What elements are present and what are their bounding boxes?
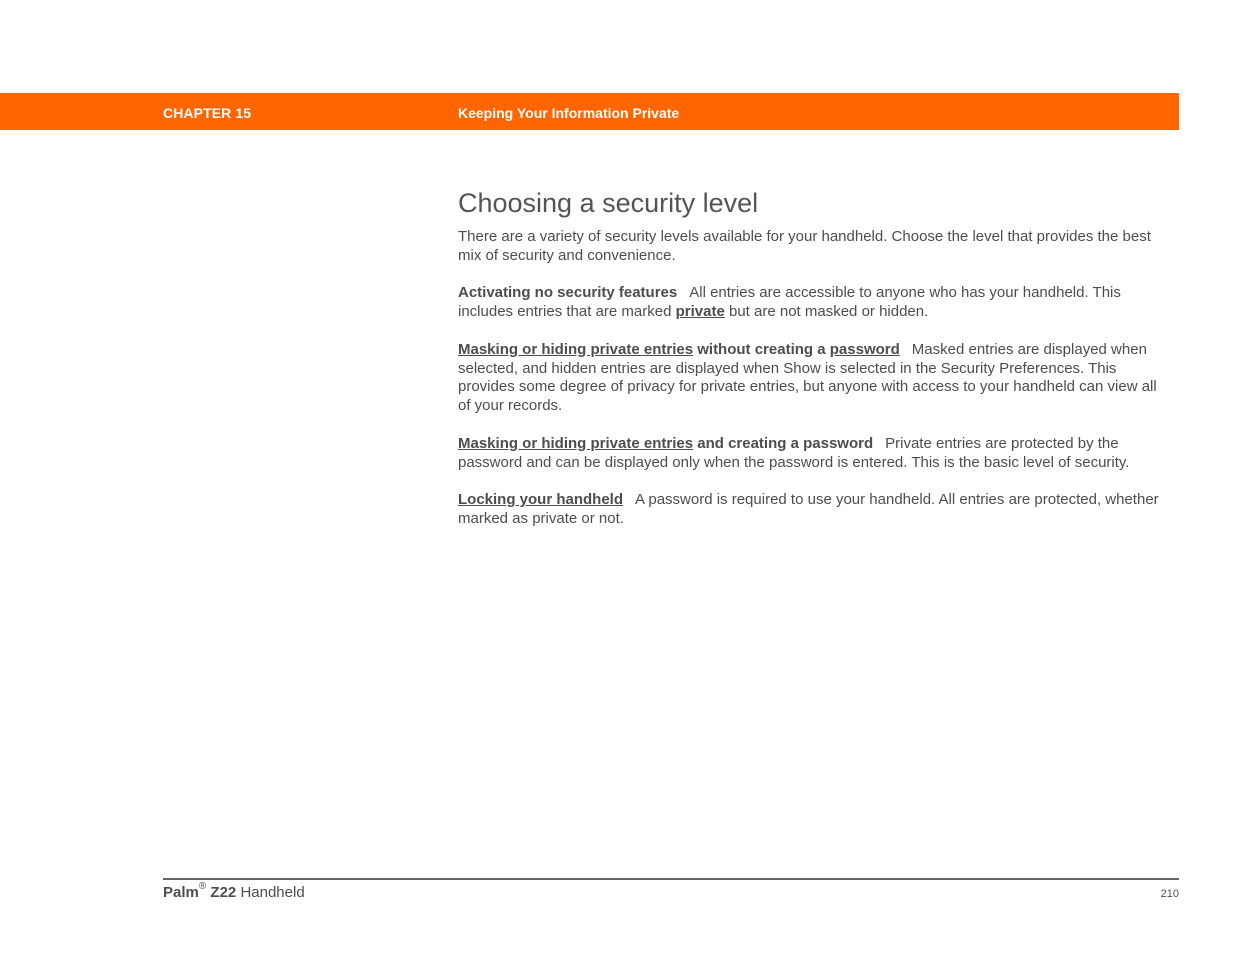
brand-name: Palm bbox=[163, 884, 199, 901]
masking-hiding-link[interactable]: Masking or hiding private entries bbox=[458, 340, 694, 358]
masking-hiding-link[interactable]: Masking or hiding private entries bbox=[458, 434, 694, 452]
password-link[interactable]: password bbox=[829, 340, 900, 358]
level-description: All entries are accessible to anyone who has your handheld. This includes entries that are marked bbox=[458, 284, 1121, 321]
product-type: Handheld bbox=[240, 884, 305, 901]
level-term: Activating no security features bbox=[458, 284, 678, 302]
private-link[interactable]: private bbox=[675, 303, 725, 321]
level-mask-with-password bbox=[458, 435, 1170, 473]
level-term-middle: without creating a bbox=[693, 340, 830, 358]
section-heading: Choosing a security level bbox=[458, 188, 759, 218]
chapter-title: Keeping Your Information Private bbox=[458, 105, 680, 121]
level-term-middle: and creating a password bbox=[693, 434, 874, 452]
footer-product-name bbox=[163, 881, 305, 901]
main-content bbox=[458, 186, 1170, 548]
level-description: Private entries are protected by the password and can be displayed only when the password is entered. This is the basic level of security. bbox=[458, 434, 1130, 471]
intro-paragraph: There are a variety of security levels available for your handheld. Choose the level that provides the best mix of security and convenience. bbox=[458, 228, 1151, 264]
model-name: Z22 bbox=[210, 884, 237, 901]
footer-divider bbox=[163, 878, 1179, 880]
locking-handheld-link[interactable]: Locking your handheld bbox=[458, 491, 624, 509]
level-description-end: but are not masked or hidden. bbox=[724, 303, 929, 321]
level-description: Masked entries are displayed when selected, and hidden entries are displayed when Show is selected in the Security Preferences. This provides some degree of privacy for private entries, but anyone with access to your handheld can view all of your records. bbox=[458, 340, 1157, 415]
level-description: A password is required to use your handheld. All entries are protected, whether marked as private or not. bbox=[458, 491, 1159, 527]
level-no-security bbox=[458, 284, 1170, 322]
page-number: 210 bbox=[1160, 888, 1179, 900]
level-lock-handheld bbox=[458, 491, 1170, 529]
registered-mark: ® bbox=[198, 881, 207, 892]
level-mask-no-password bbox=[458, 341, 1170, 416]
chapter-number: CHAPTER 15 bbox=[163, 105, 252, 121]
